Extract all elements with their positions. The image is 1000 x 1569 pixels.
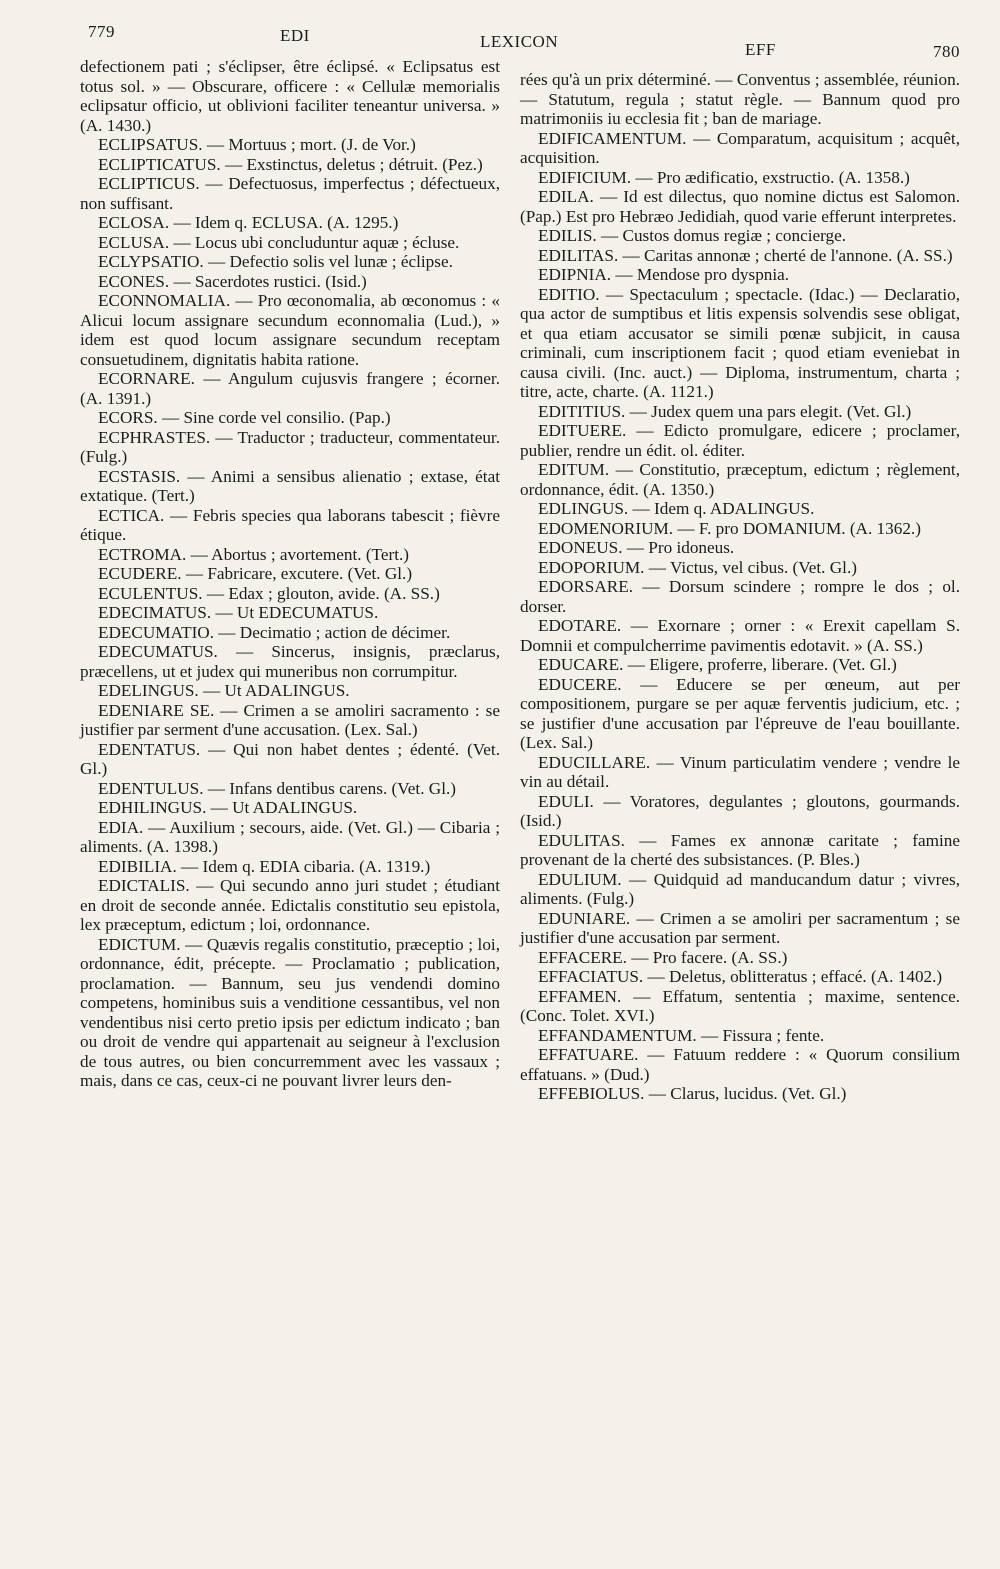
running-head-right: EFF xyxy=(745,40,776,59)
dictionary-entry: EFFEBIOLUS. — Clarus, lucidus. (Vet. Gl.) xyxy=(538,1084,847,1103)
dictionary-entry: EDILIS. — Custos domus regiæ ; concierge. xyxy=(538,226,847,245)
dictionary-entry: EDENTULUS. — Infans dentibus carens. (Vet. Gl.) xyxy=(98,778,456,798)
dictionary-entry: EDELINGUS. — Ut ADALINGUS. xyxy=(98,681,350,700)
dictionary-entry: EDILITAS. — Caritas annonæ ; cherté de l'annone. (A. SS.) xyxy=(538,245,953,265)
dictionary-entry: EDITITIUS. — Judex quem una pars elegit. (Vet. Gl.) xyxy=(538,401,912,421)
dictionary-entry: EDIPNIA. — Mendose pro dyspnia. xyxy=(538,265,790,284)
dictionary-entry: ECLOSA. — Idem q. ECLUSA. (A. 1295.) xyxy=(98,213,399,232)
dictionary-entry: EDULIUM. — Quidquid ad manducandum datur ; vivres, aliments. (Fulg.) xyxy=(520,869,960,908)
dictionary-entry: EDITIO. — Spectaculum ; spectacle. (Idac.) — Declaratio, qua actor de sumptibus et litis expensis solvendis sese obligat, et qua etiam accusator se simili pœnæ subjicit, in causa criminali, cum inscriptionem facit ; quod etiam eveniebat in causa civili. (Inc. auct.) — Diploma, instrumentum, charta ; titre, acte, charte. (A. 1121.) xyxy=(520,284,960,401)
dictionary-entry: ECORNARE. — Angulum cujusvis frangere ; écorner. (A. 1391.) xyxy=(80,369,500,408)
dictionary-entry: EFFATUARE. — Fatuum reddere : « Quorum consilium effatuans. » (Dud.) xyxy=(520,1045,960,1084)
dictionary-entry: EDIFICIUM. — Pro ædificatio, exstructio. (A. 1358.) xyxy=(538,167,910,187)
dictionary-entry: EDITUERE. — Edicto promulgare, edicere ; proclamer, publier, rendre un édit. ol. éditer. xyxy=(520,421,960,460)
dictionary-entry: ECONNOMALIA. — Pro œconomalia, ab œconomus : « Alicui locum assignare secundum econnomalia (Lud.), » idem est quod locum assignare secundum receptam consuetudinem, dignitatis habita ratione. xyxy=(80,291,500,369)
dictionary-entry: ECTICA. — Febris species qua laborans tabescit ; fièvre étique. xyxy=(80,505,500,544)
dictionary-entry: EDOTARE. — Exornare ; orner : « Erexit capellam S. Domnii et compulcherrime pavimentis edotavit. » (A. SS.) xyxy=(520,616,960,655)
dictionary-entry: EFFACIATUS. — Deletus, oblitteratus ; effacé. (A. 1402.) xyxy=(538,967,943,986)
dictionary-entry: EDIFICAMENTUM. — Comparatum, acquisitum ; acquêt, acquisition. xyxy=(520,128,960,167)
dictionary-entry: EDUCILLARE. — Vinum particulatim vendere ; vendre le vin au détail. xyxy=(520,752,960,791)
dictionary-entry: EDICTALIS. — Qui secundo anno juri studet ; étudiant en droit de seconde année. Edictalis constitutio seu epistola, lex præceptum, edictum ; loi, ordonnance. xyxy=(80,876,500,934)
running-head-center: LEXICON xyxy=(480,32,559,51)
dictionary-entry: ECSTASIS. — Animi a sensibus alienatio ; extase, état extatique. (Tert.) xyxy=(80,466,500,505)
dictionary-entry: EDECIMATUS. — Ut EDECUMATUS. xyxy=(98,603,379,622)
dictionary-entry: EDIBILIA. — Idem q. EDIA cibaria. (A. 1319.) xyxy=(98,856,431,876)
dictionary-entry: ECLIPTICATUS. — Exstinctus, deletus ; détruit. (Pez.) xyxy=(98,154,483,174)
dictionary-entry: EDIA. — Auxilium ; secours, aide. (Vet. Gl.) — Cibaria ; aliments. (A. 1398.) xyxy=(80,817,500,856)
dictionary-entry: ECLIPTICUS. — Defectuosus, imperfectus ; défectueux, non suffisant. xyxy=(80,174,500,213)
dictionary-entry: EDICTUM. — Quævis regalis constitutio, præceptio ; loi, ordonnance, édit, précepte. — Proclamatio ; publication, proclamation. — Bannum, seu jus vendendi domino competens, hominibus suis a venditione cessantibus, vel non vendentibus nisi certo pretio ipsis per edictum indicato ; ban ou droit de vendre qui appartenait au seigneur à l'exclusion de tous autres, ou bien concurremment avec les vassaux ; mais, dans ce cas, ceux-ci ne pouvant livrer leurs den- xyxy=(80,934,500,1090)
dictionary-entry: EDECUMATIO. — Decimatio ; action de décimer. xyxy=(98,622,451,642)
dictionary-entry: EDUNIARE. — Crimen a se amoliri per sacramentum ; se justifier d'une accusation par serment. xyxy=(520,908,960,947)
dictionary-entry: EDILA. — Id est dilectus, quo nomine dictus est Salomon. (Pap.) Est pro Hebræo Jedidiah, quod varie efferunt interpretes. xyxy=(520,187,960,226)
dictionary-entry: EDLINGUS. — Idem q. ADALINGUS. xyxy=(538,499,815,518)
running-header xyxy=(80,18,960,61)
dictionary-entry: ECTROMA. — Abortus ; avortement. (Tert.) xyxy=(98,544,409,564)
dictionary-entry: ECULENTUS. — Edax ; glouton, avide. (A. SS.) xyxy=(98,583,440,603)
dictionary-entry: EDHILINGUS. — Ut ADALINGUS. xyxy=(98,798,358,817)
page-number-left: 779 xyxy=(88,22,115,41)
dictionary-entry: EDENIARE SE. — Crimen a se amoliri sacramento : se justifier par serment d'une accusation. (Lex. Sal.) xyxy=(80,700,500,739)
running-head-left: EDI xyxy=(280,26,310,45)
dictionary-entry: EDUCERE. — Educere se per œneum, aut per compositionem, purgare se per aquæ ferventis judicium, etc. ; se justifier d'une accusation par l'épreuve de l'eau bouillante. (Lex. Sal.) xyxy=(520,674,960,752)
dictionary-entry: EDOMENORIUM. — F. pro DOMANIUM. (A. 1362.) xyxy=(538,518,921,538)
dictionary-entry: ECLIPSATUS. — Mortuus ; mort. (J. de Vor.) xyxy=(98,135,416,154)
dictionary-entry: EDECUMATUS. — Sincerus, insignis, præclarus, præcellens, ut et judex qui muneribus non corrumpitur. xyxy=(80,642,500,681)
dictionary-entry: rées qu'à un prix déterminé. — Conventus ; assemblée, réunion. — Statutum, regula ; statut règle. — Bannum quod pro matrimoniis iu ecclesia fit ; ban de mariage. xyxy=(520,70,960,128)
dictionary-entry: EDULITAS. — Fames ex annonæ caritate ; famine provenant de la cherté des subsistances. (P. Bles.) xyxy=(520,830,960,869)
dictionary-entry: EFFACERE. — Pro facere. (A. SS.) xyxy=(538,947,788,967)
dictionary-entry: ECONES. — Sacerdotes rustici. (Isid.) xyxy=(98,271,367,291)
right-column xyxy=(520,70,960,1104)
dictionary-entry: EDULI. — Voratores, degulantes ; gloutons, gourmands. (Isid.) xyxy=(520,791,960,830)
dictionary-entry: defectionem pati ; s'éclipser, être éclipsé. « Eclipsatus est totus sol. » — Obscurare, officere : « Cellulæ memorialis eclipsatur officio, ut oblivioni faciliter teneantur universa. » (A. 1430.) xyxy=(80,57,500,135)
left-column xyxy=(80,57,500,1091)
dictionary-entry: EFFANDAMENTUM. — Fissura ; fente. xyxy=(538,1025,825,1045)
dictionary-entry: ECUDERE. — Fabricare, excutere. (Vet. Gl.) xyxy=(98,564,413,583)
dictionary-entry: EFFAMEN. — Effatum, sententia ; maxime, sentence. (Conc. Tolet. XVI.) xyxy=(520,986,960,1025)
dictionary-entry: EDORSARE. — Dorsum scindere ; rompre le dos ; ol. dorser. xyxy=(520,577,960,616)
dictionary-entry: EDUCARE. — Eligere, proferre, liberare. (Vet. Gl.) xyxy=(538,655,897,674)
dictionary-entry: EDENTATUS. — Qui non habet dentes ; édenté. (Vet. Gl.) xyxy=(80,739,500,778)
dictionary-entry: EDONEUS. — Pro idoneus. xyxy=(538,538,735,557)
dictionary-entry: ECLYPSATIO. — Defectio solis vel lunæ ; éclipse. xyxy=(98,252,453,271)
dictionary-entry: ECPHRASTES. — Traductor ; traducteur, commentateur. (Fulg.) xyxy=(80,427,500,466)
dictionary-entry: EDITUM. — Constitutio, præceptum, edictum ; règlement, ordonnance, édit. (A. 1350.) xyxy=(520,460,960,499)
page-number-right: 780 xyxy=(933,42,960,61)
dictionary-entry: EDOPORIUM. — Victus, vel cibus. (Vet. Gl.) xyxy=(538,557,857,577)
dictionary-entry: ECLUSA. — Locus ubi concluduntur aquæ ; écluse. xyxy=(98,232,460,252)
dictionary-entry: ECORS. — Sine corde vel consilio. (Pap.) xyxy=(98,408,391,427)
